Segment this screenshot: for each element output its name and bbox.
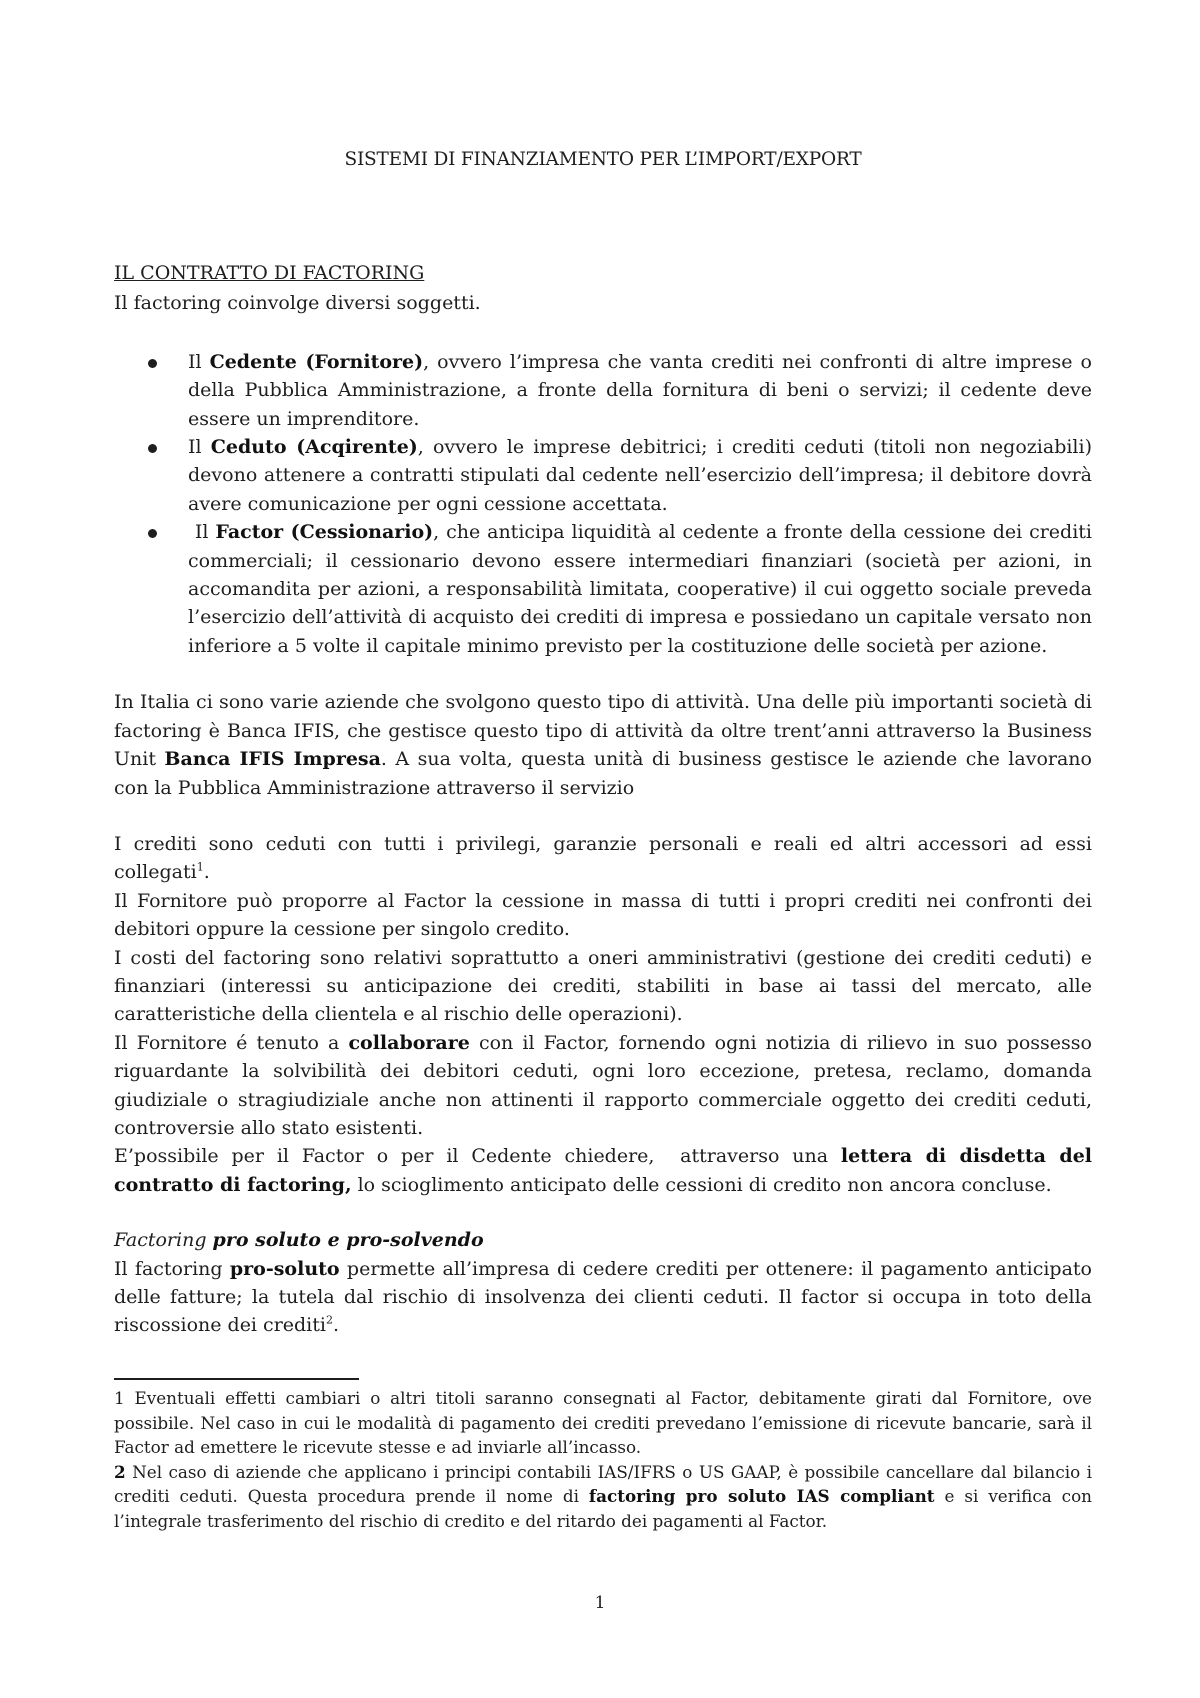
paragraph-costi: I costi del factoring sono relativi soprattutto a oneri amministrativi (gestione dei crediti ceduti) e finanziari (interessi su anticipazione dei crediti, stabiliti in base ai tassi del mercato, alle caratteristiche della clientela e al rischio delle operazioni). bbox=[114, 946, 1092, 1026]
bullet-term: Factor (Cessionario) bbox=[215, 521, 434, 544]
bullet-icon bbox=[148, 529, 157, 538]
paragraph-pro-soluto bbox=[114, 1255, 1092, 1340]
bullet-text: , ovvero le imprese debitrici; i crediti ceduti (titoli non negoziabili) devono attenere a contratti stipulati dal cedente nell’esercizio dell’impresa; il debitore dovrà avere comunicazione per ogni cessione accettata. bbox=[188, 436, 1093, 515]
bullet-term: Ceduto (Acqirente) bbox=[210, 436, 418, 459]
main-content bbox=[114, 146, 1092, 1340]
footnote-text: Eventuali effetti cambiari o altri titoli saranno consegnati al Factor, debitamente girati dal Fornitore, ove possibile. Nel caso in cui le modalità di pagamento dei crediti prevedano l’emissione di ricevute bancarie, sarà il Factor ad emettere le ricevute stesse e ad inviarle all’incasso. bbox=[114, 1388, 1092, 1457]
bullet-text: , ovvero l’impresa che vanta crediti nei confronti di altre imprese o della Pubblica Amministrazione, a fronte della fornitura di beni o servizi; il cedente deve essere un imprenditore. bbox=[188, 350, 1092, 430]
footnotes bbox=[114, 1386, 1092, 1533]
bold-term: pro-soluto bbox=[229, 1257, 340, 1280]
paragraph-disdetta bbox=[114, 1142, 1092, 1199]
footnote-separator bbox=[114, 1378, 359, 1380]
bullet-icon bbox=[148, 444, 157, 453]
list-item-factor bbox=[188, 518, 1092, 660]
footnote-2 bbox=[114, 1460, 1092, 1534]
footnote-1 bbox=[114, 1386, 1092, 1460]
subheading-pro-soluto bbox=[114, 1226, 1092, 1254]
text-run: I crediti sono ceduti con tutti i privilegi, garanzie personali e reali ed altri accessori ad essi collegati bbox=[114, 832, 1092, 884]
text-run: permette all’impresa di cedere crediti per ottenere: il pagamento anticipato delle fatture; la tutela dal rischio di insolvenza dei clienti ceduti. Il factor si occupa in toto della riscossione dei crediti bbox=[114, 1257, 1092, 1337]
bullet-prefix: Il bbox=[188, 350, 210, 373]
subheading-bold-italic: pro soluto e pro-solvendo bbox=[212, 1229, 484, 1252]
text-run: Il Fornitore é tenuto a bbox=[114, 1031, 349, 1054]
bold-term: lettera di disdetta del contratto di factoring, bbox=[114, 1145, 1092, 1196]
intro-paragraph: Il factoring coinvolge diversi soggetti. bbox=[114, 292, 481, 315]
document-title: SISTEMI DI FINANZIAMENTO PER L’IMPORT/EXPORT bbox=[344, 149, 862, 170]
footnote-ref[interactable]: 1 bbox=[196, 860, 204, 874]
text-run: lo scioglimento anticipato delle cessioni di credito non ancora concluse. bbox=[351, 1173, 1052, 1196]
bold-term: collaborare bbox=[348, 1031, 470, 1054]
text-run: Il factoring bbox=[114, 1257, 230, 1280]
section-heading: IL CONTRATTO DI FACTORING bbox=[114, 262, 425, 285]
bullet-text: , che anticipa liquidità al cedente a fronte della cessione dei crediti commerciali; il cessionario devono essere intermediari finanziari (società per azioni, in accomandita per azioni, a responsabilità limitata, cooperative) il cui oggetto sociale preveda l’esercizio dell’attività di acquisto dei crediti di impresa e possiedano un capitale versato non inferiore a 5 volte il capitale minimo previsto per la costituzione delle società per azione. bbox=[188, 521, 1092, 657]
subheading-italic: Factoring bbox=[114, 1229, 213, 1252]
footnote-number: 1 bbox=[114, 1388, 125, 1408]
text-run: . bbox=[203, 861, 210, 884]
text-run: con il Factor, fornendo ogni notizia di rilievo in suo possesso riguardante la solvibilità dei debitori ceduti, ogni loro eccezione, pretesa, reclamo, domanda giudiziale o stragiudiziale anche non attinenti il rapporto commerciale oggetto dei crediti ceduti, controversie allo stato esistenti. bbox=[114, 1031, 1092, 1139]
bullet-term: Cedente (Fornitore) bbox=[209, 350, 424, 373]
footnote-text: Nel caso di aziende che applicano i principi contabili IAS/IFRS o US GAAP, è possibile cancellare dal bilancio i crediti ceduti. Questa procedura prende il nome di bbox=[114, 1461, 1092, 1506]
text-run: E’possibile per il Factor o per il Cedente chiedere, attraverso una bbox=[114, 1145, 841, 1168]
bold-term: Banca IFIS Impresa bbox=[164, 748, 381, 771]
paragraph-crediti bbox=[114, 830, 1092, 887]
bullet-icon bbox=[148, 359, 157, 368]
subjects-list bbox=[114, 348, 1092, 660]
text-run: . bbox=[332, 1314, 340, 1337]
paragraph-collaborare bbox=[114, 1029, 1092, 1143]
bullet-prefix: Il bbox=[188, 521, 216, 544]
footnote-number: 2 bbox=[114, 1461, 126, 1482]
footnote-ref[interactable]: 2 bbox=[325, 1314, 333, 1328]
bullet-prefix: Il bbox=[188, 436, 211, 459]
paragraph-fornitore: Il Fornitore può proporre al Factor la cessione in massa di tutti i propri crediti nei confronti dei debitori oppure la cessione per singolo credito. bbox=[114, 889, 1092, 941]
text-run: In Italia ci sono varie aziende che svolgono questo tipo di attività. Una delle più importanti società di factoring è Banca IFIS, che gestisce questo tipo di attività da oltre trent’anni attraverso la Business Unit bbox=[114, 691, 1092, 771]
list-item-cedente bbox=[188, 348, 1092, 433]
paragraph-italia bbox=[114, 688, 1092, 802]
text-run: . A sua volta, questa unità di business gestisce le aziende che lavorano con la Pubblica Amministrazione attraverso il servizio bbox=[114, 748, 1092, 799]
bold-term: factoring pro soluto IAS compliant bbox=[588, 1486, 935, 1506]
list-item-ceduto bbox=[188, 433, 1092, 518]
footnote-text: e si verifica con l’integrale trasferimento del rischio di credito e del ritardo dei pagamenti al Factor. bbox=[114, 1486, 1092, 1531]
page-number: 1 bbox=[594, 1593, 606, 1613]
